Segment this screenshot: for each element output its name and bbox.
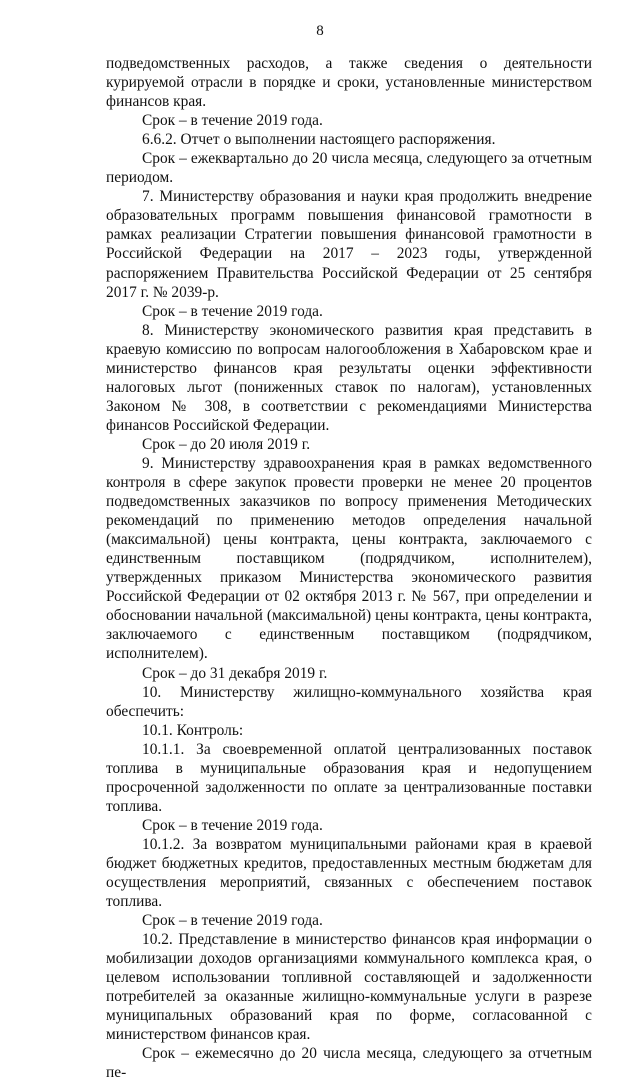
paragraph: Срок – в течение 2019 года. xyxy=(142,912,323,930)
document-body xyxy=(106,54,592,1083)
paragraph: Срок – ежемесячно до 20 числа месяца, следующего за отчетным пе- xyxy=(106,1045,592,1082)
paragraph: 7. Министерству образования и науки края продолжить внедрение образовательных программ повышения финансовой грамотности в рамках реализации Стратегии повышения финансовой грамотности в Российской Федерации на 2017 – 2023 годы, утвержденной распоряжением Правительства Российской Федерации от 25 сентября 2017 г. № 2039-р. xyxy=(106,188,592,301)
paragraph: Срок – до 20 июля 2019 г. xyxy=(142,435,311,453)
paragraph: 10.1.2. За возвратом муниципальными районами края в краевой бюджет бюджетных кредитов, предоставленных местным бюджетам для осуществления мероприятий, связанных с обеспечением поставок топлива. xyxy=(106,835,592,911)
paragraph: 6.6.2. Отчет о выполнении настоящего распоряжения. xyxy=(142,131,496,149)
paragraph: Срок – в течение 2019 года. xyxy=(142,112,323,130)
paragraph: 10.1.1. За своевременной оплатой централизованных поставок топлива в муниципальные образования края и недопущением просроченной задолженности по оплате за централизованные поставки топлива. xyxy=(106,740,592,815)
paragraph: Срок – в течение 2019 года. xyxy=(142,302,323,320)
paragraph: 9. Министерству здравоохранения края в рамках ведомственного контроля в сфере закупок провести проверки не менее 20 процентов подведомственных заказчиков по вопросу применения Методических рекомендаций по применению методов определения начальной (максимальной) цены контракта, цены контракта, заключаемого с единственным поставщиком (подрядчиком, исполнителем), утвержденных приказом Министерства экономического развития Российской Федерации от 02 октября 2013 г. № 567, при определении и обосновании начальной (максимальной) цены контракта, цены контракта, заключаемого с единственным поставщиком (подрядчиком, исполнителем). xyxy=(106,454,592,663)
paragraph: Срок – ежеквартально до 20 числа месяца, следующего за отчетным периодом. xyxy=(106,150,592,187)
paragraph: 8. Министерству экономического развития края представить в краевую комиссию по вопросам налогообложения в Хабаровском крае и министерство финансов края результаты оценки эффективности налоговых льгот (пониженных ставок по налогам), установленных Законом № 308, в соответствии с рекомендациями Министерства финансов Российской Федерации. xyxy=(106,321,592,434)
paragraph: 10. Министерству жилищно-коммунального хозяйства края обеспечить: xyxy=(106,683,592,720)
page-number: 8 xyxy=(316,23,324,39)
paragraph: Срок – до 31 декабря 2019 г. xyxy=(142,664,328,682)
paragraph: 10.2. Представление в министерство финансов края информации о мобилизации доходов организациями коммунального комплекса края, о целевом использовании топливной составляющей и задолженности потребителей за оказанные жилищно-коммунальные услуги в разрезе муниципальных образований края по форме, согласованной с министерством финансов края. xyxy=(106,931,592,1044)
paragraph: подведомственных расходов, а также сведения о деятельности курируемой отрасли в порядке и сроки, установленные министерством финансов края. xyxy=(106,55,592,111)
paragraph: 10.1. Контроль: xyxy=(142,721,244,739)
paragraph: Срок – в течение 2019 года. xyxy=(142,816,323,834)
